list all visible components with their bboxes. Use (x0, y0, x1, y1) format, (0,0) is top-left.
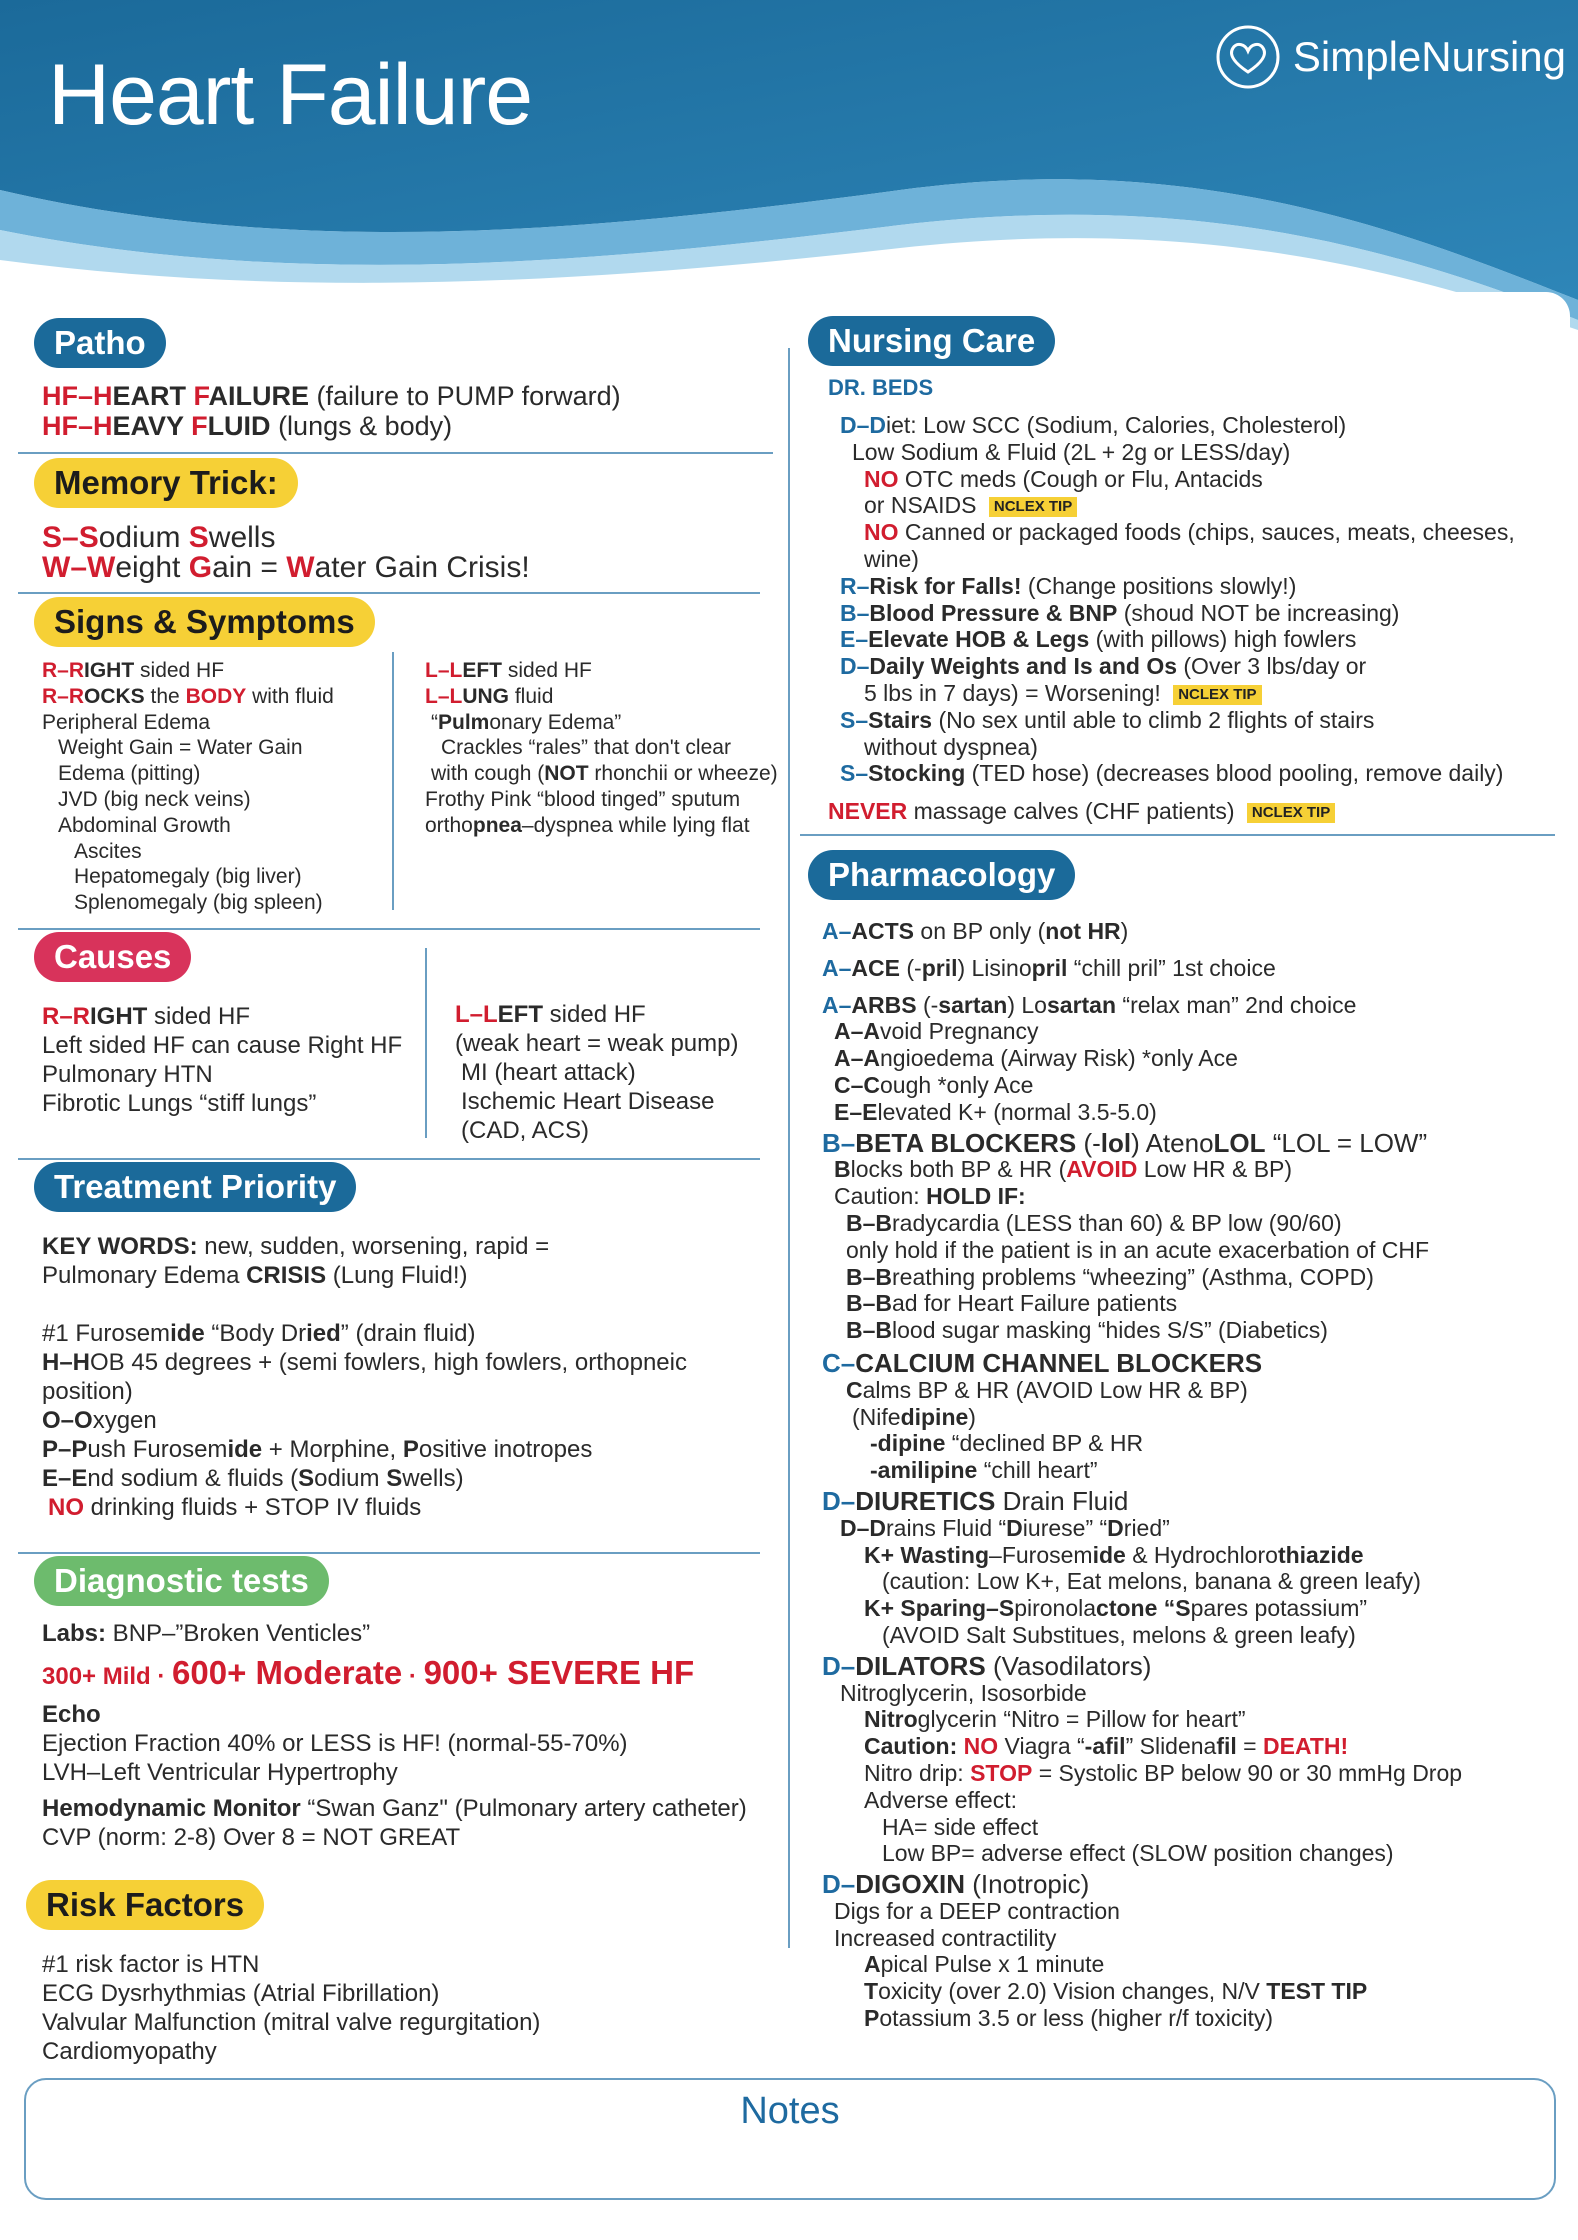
divider-line (18, 1552, 760, 1554)
nursing-subheading: DR. BEDS (828, 375, 934, 400)
divider-line (18, 1158, 760, 1160)
brand-logo (1213, 24, 1566, 90)
column-divider (788, 348, 790, 1948)
divider-line (18, 928, 760, 930)
causes-heading: Causes (34, 932, 191, 982)
memory-heading: Memory Trick: (34, 458, 298, 508)
risk-heading: Risk Factors (26, 1880, 264, 1930)
bnp-levels: 300+ Mild · 600+ Moderate · 900+ SEVERE HF (42, 1654, 695, 1691)
page-title: Heart Failure (48, 47, 533, 143)
signs-right-list: R–RIGHT sided HF R–ROCKS the BODY with fluid Peripheral Edema Weight Gain = Water Gain Edema (pitting) JVD (big neck veins) Abdominal Growth Ascites Hepatomegaly (big liver) Splenomegaly (big spleen) (42, 659, 334, 915)
nclex-tip-badge: NCLEX TIP (1173, 685, 1261, 705)
memory-line-2: W–Weight Gain = Water Gain Crisis! (42, 551, 530, 584)
divider-line (18, 452, 773, 454)
nursing-list: D–Diet: Low SCC (Sodium, Calories, Cholesterol) Low Sodium & Fluid (2L + 2g or LESS/day) NO OTC meds (Cough or Flu, Antacids or NSAIDS NCLEX TIP NO Canned or packaged foods (chips, sauces, meats, cheeses, wine) R–Risk for Falls! (Change positions slowly!) B–Blood Pressure & BNP (shoud NOT be increasing) E–Elevate HOB & Legs (with pillows) high fowlers D–Daily Weights and Is and Os (Over 3 lbs/day or 5 lbs in 7 days) = Worsening! NCLEX TIP S–Stairs (No sex until able to climb 2 flights of stairs without dyspnea) S–Stocking (TED hose) (decreases blood pooling, remove daily) (840, 412, 1515, 787)
notes-title: Notes (740, 2090, 840, 2132)
causes-right-list: R–RIGHT sided HF Left sided HF can cause Right HF Pulmonary HTN Fibrotic Lungs “stiff lungs” (42, 1003, 403, 1117)
pharm-heading: Pharmacology (808, 850, 1075, 900)
stethoscope-heart-icon (1213, 24, 1283, 90)
bnp-mild: 300+ Mild (42, 1663, 151, 1690)
signs-left-list: L–LEFT sided HF L–LUNG fluid “Pulmonary Edema” Crackles “rales” that don't clear with cough (NOT rhonchii or wheeze) Frothy Pink “blood tinged” sputum orthopnea–dyspnea while lying flat (425, 659, 778, 837)
diagnostic-labs: Labs: BNP–”Broken Venticles” (42, 1620, 371, 1647)
risk-list: #1 risk factor is HTN ECG Dysrhythmias (Atrial Fibrillation) Valvular Malfunction (mitral valve regurgitation) Cardiomyopathy (42, 1951, 541, 2065)
patho-heading: Patho (34, 318, 166, 368)
patho-line-2: HF–HEAVY FLUID (lungs & body) (42, 411, 453, 441)
diagnostic-list: Echo Ejection Fraction 40% or LESS is HF! (normal-55-70%) LVH–Left Ventricular Hypertrophy Hemodynamic Monitor “Swan Ganz" (Pulmonary artery catheter) CVP (norm: 2-8) Over 8 = NOT GREAT (42, 1701, 747, 1851)
nursing-heading: Nursing Care (808, 316, 1055, 366)
divider-line (18, 592, 760, 594)
bnp-moderate: 600+ Moderate (172, 1654, 403, 1691)
treatment-heading: Treatment Priority (34, 1162, 356, 1212)
treatment-list: KEY WORDS: new, sudden, worsening, rapid = Pulmonary Edema CRISIS (Lung Fluid!) #1 Furosemide “Body Dried” (drain fluid) H–HOB 45 degrees + (semi fowlers, high fowlers, orthopneic position) O–Oxygen P–Push Furosemide + Morphine, Positive inotropes E–End sodium & fluids (Sodium Swells) NO drinking fluids + STOP IV fluids (42, 1233, 687, 1521)
memory-line-1: S–Sodium Swells (42, 521, 276, 554)
nclex-tip-badge: NCLEX TIP (1247, 803, 1335, 823)
patho-line-1: HF–HEART FAILURE (failure to PUMP forward) (42, 381, 621, 411)
causes-left-list: L–LEFT sided HF (weak heart = weak pump) MI (heart attack) Ischemic Heart Disease (CAD, ACS) (455, 1001, 739, 1144)
bnp-severe: 900+ SEVERE HF (423, 1654, 695, 1691)
causes-column-divider (425, 948, 427, 1138)
signs-column-divider (392, 652, 394, 910)
brand-name: SimpleNursing (1292, 33, 1566, 80)
nursing-never: NEVER massage calves (CHF patients) NCLEX TIP (828, 798, 1335, 826)
pharm-list: A–ACTS on BP only (not HR) A–ACE (-pril) Lisinopril “chill pril” 1st choice A–ARBS (-sartan) Losartan “relax man” 2nd choice A–Avoid Pregnancy A–Angioedema (Airway Risk) *only Ace C–Cough *only Ace E–Elevated K+ (normal 3.5-5.0) B–BETA BLOCKERS (-lol) AtenoLOL “LOL = LOW” Blocks both BP & HR (AVOID Low HR & BP) Caution: HOLD IF: B–Bradycardia (LESS than 60) & BP low (90/60) only hold if the patient is in an acute exacerbation of CHF B–Breathing problems “wheezing” (Asthma, COPD) B–Bad for Heart Failure patients B–Blood sugar masking “hides S/S” (Diabetics) C–CALCIUM CHANNEL BLOCKERS Calms BP & HR (AVOID Low HR & BP) (Nifedipine) -dipine “declined BP & HR -amilipine “chill heart” D–DIURETICS Drain Fluid D–Drains Fluid “Diurese” “Dried” K+ Wasting–Furosemide & Hydrochlorothiazide (caution: Low K+, Eat melons, banana & green leafy) K+ Sparing–Spironolactone “Spares potassium” (AVOID Salt Substitues, melons & green leafy) D–DILATORS (Vasodilators) Nitroglycerin, Isosorbide Nitroglycerin “Nitro = Pillow for heart” Caution: NO Viagra “-afil” Slidenafil = DEATH! Nitro drip: STOP = Systolic BP below 90 or 30 mmHg Drop Adverse effect: HA= side effect Low BP= adverse effect (SLOW position changes) D–DIGOXIN (Inotropic) Digs for a DEEP contraction Increased contractility Apical Pulse x 1 minute Toxicity (over 2.0) Vision changes, N/V TEST TIP Potassium 3.5 or less (higher r/f toxicity) (822, 918, 1463, 2032)
diagnostic-heading: Diagnostic tests (34, 1556, 329, 1606)
notes-box[interactable] (24, 2078, 1556, 2200)
signs-heading: Signs & Symptoms (34, 597, 375, 647)
divider-line (800, 834, 1555, 836)
nclex-tip-badge: NCLEX TIP (989, 497, 1077, 517)
